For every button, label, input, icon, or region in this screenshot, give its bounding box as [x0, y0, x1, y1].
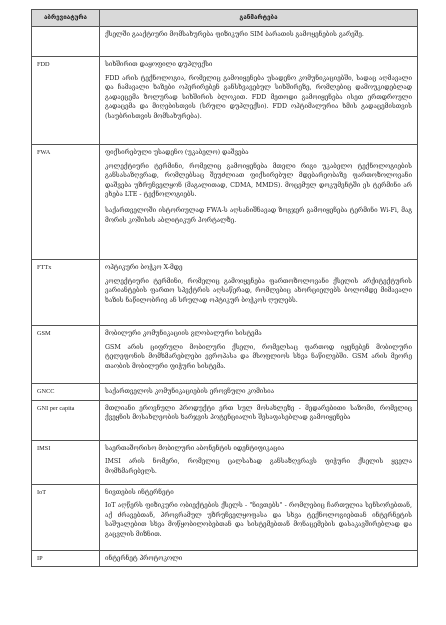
definition-paragraph: საქართველოში ისტორიულად FWA-ს აღსანიშნავად ზოგჯერ გამოიყენება ტერმინი Wi-Fi, მაგ მორის კოშისის აბლიტიკურ პორტალზე. — [105, 206, 412, 224]
row-definition — [100, 326, 418, 384]
table-row — [32, 484, 418, 550]
row-definition — [100, 400, 418, 440]
definition-title: საერთაშორისო მობილური აბონენტის იდენტიფიკაცია — [105, 444, 285, 452]
table-row — [32, 27, 418, 57]
table-row — [32, 440, 418, 484]
definition-title: მობილური კომუნიკაციის გლობალური სისტემა — [105, 330, 262, 337]
table-row — [32, 260, 418, 326]
definition-paragraph: ქსელში გააქტიური მომსახურება ფიზიკური SIM ბარათის გამოყენების გარეშე. — [105, 31, 364, 38]
row-abbreviation: GNI per capita — [32, 400, 100, 440]
definition-title: ოპტიკური ბოჭკო X-მდე — [105, 264, 183, 271]
table-row — [32, 384, 418, 401]
row-abbreviation: IoT — [32, 484, 100, 550]
definition-paragraph: ინტერნეტ პროტოკოლი — [105, 554, 183, 562]
definition-paragraph: GSM არის ციფრული მობილური ქსელი, რომელსაც ფართოდ იყენებენ მობილური ტელეფონის მომხმარებლები ევროპასა და მსოფლიოს სხვა ნაწილებში. GSM არის მეორე თაობის მობილური ფიჭური სისტემა. — [105, 343, 412, 370]
header-definition: განმარტება — [100, 10, 418, 27]
row-abbreviation: FTTx — [32, 260, 100, 326]
definition-title: ნივთების ინტერნეტი — [105, 488, 174, 496]
header-abbreviation: აბრევიატურა — [32, 10, 100, 27]
row-abbreviation: FWA — [32, 145, 100, 260]
definition-paragraph: საქართველოს კომუნიკაციების ეროვნული კომისია — [105, 388, 275, 395]
table-row — [32, 550, 418, 567]
row-definition — [100, 440, 418, 484]
definition-title: სიხშირით დაყოფილი დუპლექსი — [105, 61, 213, 68]
table-row — [32, 57, 418, 145]
row-abbreviation: IMSI — [32, 440, 100, 484]
row-definition — [100, 27, 418, 57]
definition-paragraph: IoT აღწერს ფიზიკური ობიექტების ქსელს - "ნივთებს" - რომლებიც ჩართულია სენსორებთან, აქ ძრავებთან, პროგრამულ უზრუნველყოფასა და სხვა ტექნოლოგიებთან ინტერნეტის საშუალებით სხვა მოწყობილობებთან და სისტემებთან მონაცემების დასაკავშირებლად და გაცვლის მიზნით. — [105, 502, 412, 538]
table-row — [32, 326, 418, 384]
row-definition — [100, 145, 418, 260]
definition-paragraph: IMSI არის ნომერი, რომელიც ცალსახად განსაზღვრავს ფიჭური ქსელის ყველა მომხმარებელს. — [105, 458, 412, 475]
definition-paragraph: მთლიანი ეროვნული პროდუქტი ერთ სულ მოსახლეზე - მედარებითი საზომი, რომელიც ქვეყნის მოსახლეობის ხარჯვის პოტენციალის შესაფასებლად გამოიყენება — [105, 404, 412, 422]
row-definition — [100, 484, 418, 550]
definition-paragraph: FDD არის ტექნოლოგია, რომელიც გამოიყენება უსადენო კომუნიკაციებში, სადაც აღმავალი და ჩამავალი ხაზები ოპერირებენ განსხვავებულ სიხშირეზე, რომლებიც დამოუკიდებლად გადაეცემა ზოლურად სიხშირის ბლოკით. FDD მეთოდი გამოიყენება ისეთ ერთდროული გადაცემა და მიღებისთვის (სრული დუპლექსი). FDD ოპტიმალურია ხმის გადაცემისთვის (საუბრისთვის მომსახურება). — [105, 74, 412, 120]
glossary-table — [31, 9, 418, 567]
row-definition — [100, 57, 418, 145]
row-abbreviation: IP — [32, 550, 100, 567]
row-definition — [100, 550, 418, 567]
row-abbreviation: GNCC — [32, 384, 100, 401]
table-row — [32, 400, 418, 440]
definition-paragraph: კოლექტიური ტერმინი, რომელიც გამოიყენება ფართოზოლოვანი ქსელის არქიტექტურის ვარიანტების ფართო სპექტრის აღსაწერად, რომლებიც ახორციელებს ბოლომდე მიმავალი ხაზის ნაწილობრივ ან სრულად ოპტიკურ ბოჭკოს ღულებს. — [105, 277, 412, 304]
definition-paragraph: კოლექტიური ტერმინი, რომელიც გამოიყენება მთელი რიგი უკაბელო ტექნოლოგიების განსასაზღვრად, რომლებსაც შეუძლიათ ფიქსირებულ მდებარეობაზე ფართოზოლოვანი დაშვება უზრუნველყონ (მაგალითად, CDMA, MMDS). მოცემულ დოკუმენტში ეს ტერმინი არ ეხება LTE - ტექნოლოგიებს. — [105, 162, 412, 199]
definition-title: ფიქსირებული უსადენო (უკაბელო) დაშვება — [105, 149, 249, 156]
row-definition — [100, 260, 418, 326]
row-abbreviation: FDD — [32, 57, 100, 145]
table-header-row — [32, 10, 418, 27]
row-abbreviation — [32, 27, 100, 57]
table-row — [32, 145, 418, 260]
row-abbreviation: GSM — [32, 326, 100, 384]
row-definition — [100, 384, 418, 401]
